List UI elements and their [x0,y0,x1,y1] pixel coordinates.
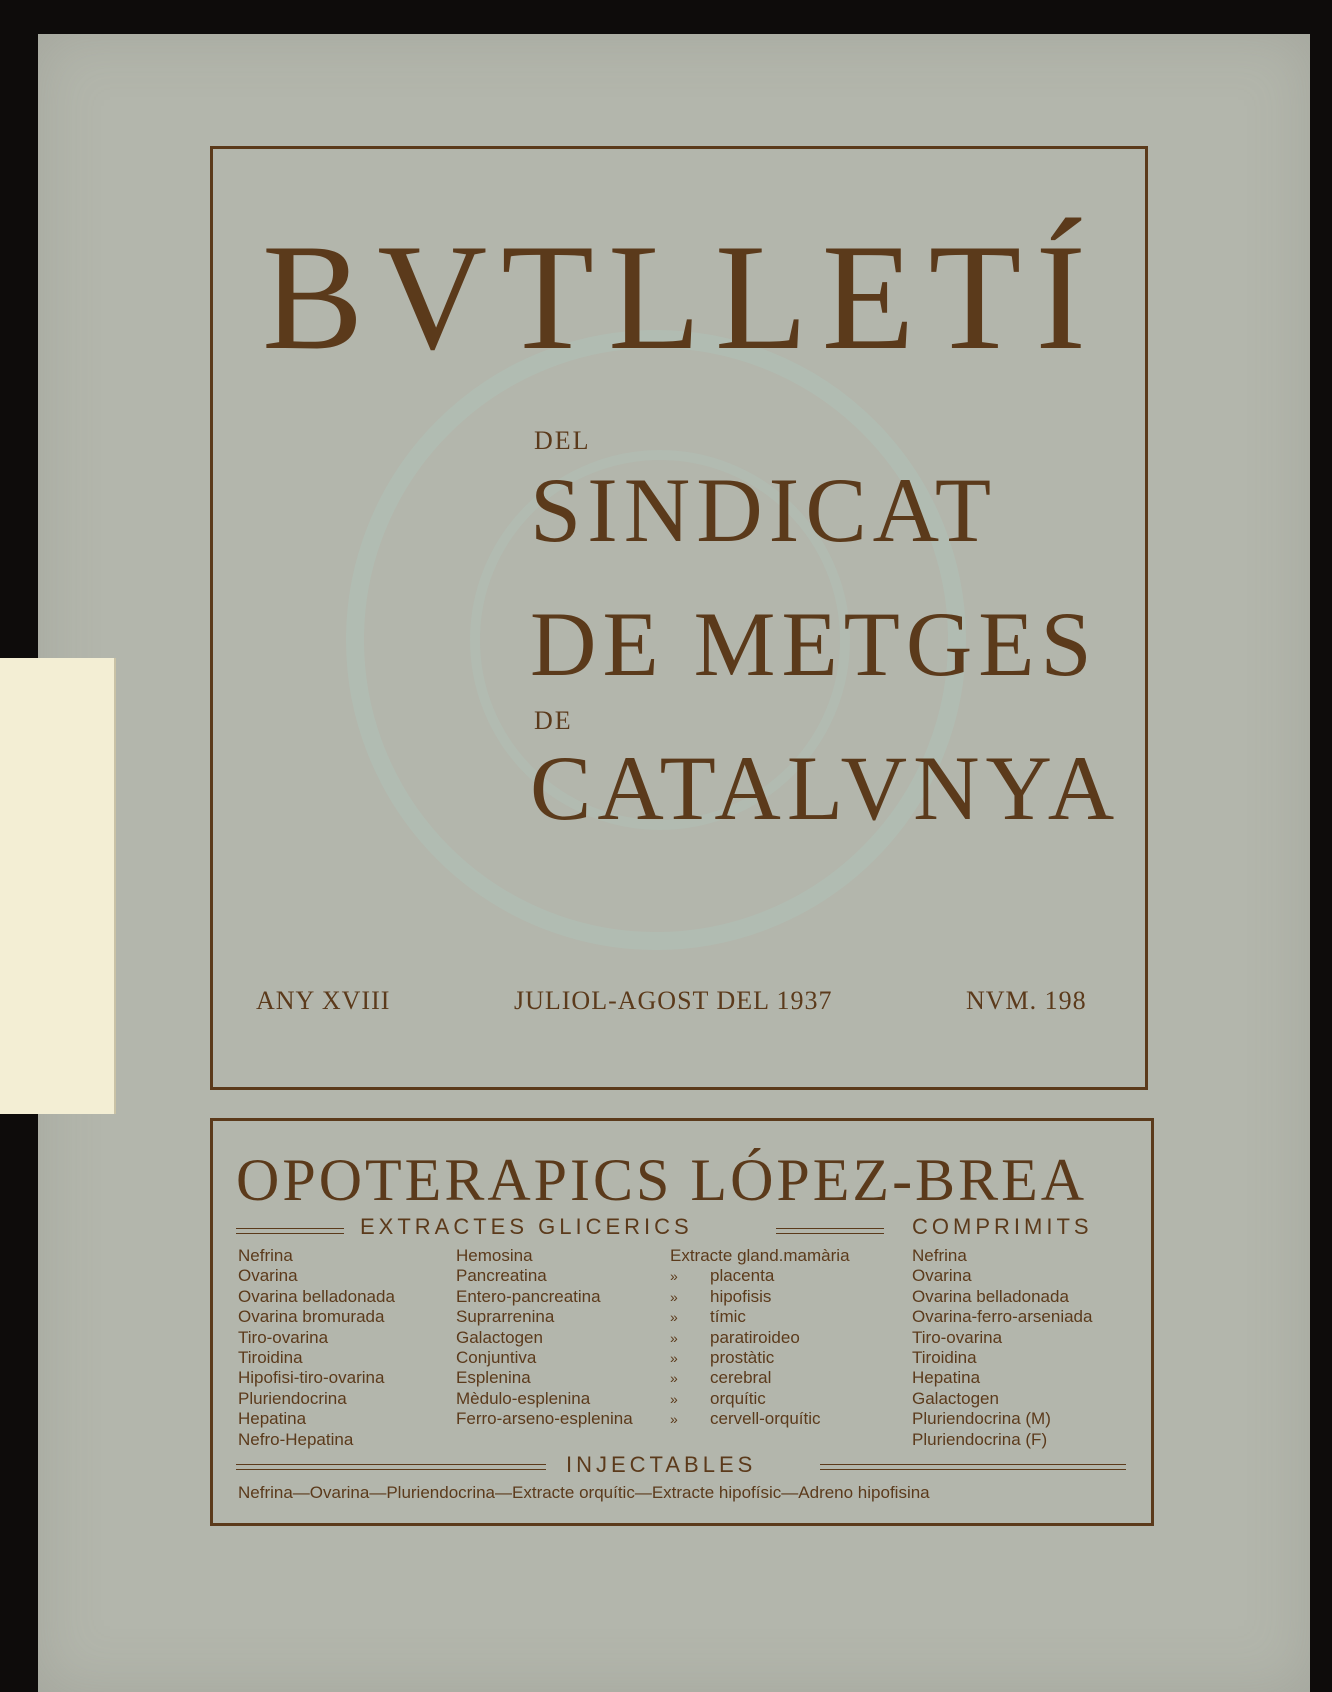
heading-extracts: EXTRACTES GLICERICS [360,1214,693,1239]
rule-injectables-right [820,1464,1126,1470]
list-item: Tiroidina [238,1348,303,1368]
advert-title: OPOTERAPICS LÓPEZ-BREA [236,1147,1088,1213]
masthead-line-metges: DE METGES [530,593,1098,695]
list-item: Galactogen [456,1327,543,1347]
ditto-mark: » [670,1288,678,1305]
list-item: Ferro-arseno-esplenina [456,1409,633,1429]
list-item: Ovarina belladonada [912,1286,1069,1306]
list-item: Pluriendocrina (F) [912,1429,1048,1449]
list-item: Tiro-ovarina [238,1327,329,1347]
list-item: Tiro-ovarina [912,1327,1003,1347]
list-item: Nefrina [238,1246,293,1265]
list-item: » paratiroideo [670,1327,800,1347]
list-item: Mèdulo-esplenina [456,1388,591,1408]
list-item: Entero-pancreatina [456,1286,601,1306]
ditto-mark: » [670,1268,678,1285]
heading-injectables: INJECTABLES [566,1452,757,1477]
issue-number: NVM. 198 [966,986,1087,1015]
list-item: » tímic [670,1307,746,1327]
rule-injectables-left [236,1464,546,1470]
heading-tablets: COMPRIMITS [912,1214,1093,1239]
list-item: Nefrina [912,1246,967,1265]
list-item: Tiroidina [912,1348,977,1368]
list-item: Hepatina [238,1409,307,1429]
list-item: Hemosina [456,1246,533,1265]
list-item: » prostàtic [670,1348,775,1368]
list-item: » placenta [670,1266,775,1286]
list-item: Ovarina [912,1266,972,1286]
issue-date: JULIOL-AGOST DEL 1937 [514,986,833,1015]
list-item: » orquític [670,1388,766,1408]
masthead-line-sindicat: SINDICAT [530,459,998,561]
list-item: » cerebral [670,1368,772,1388]
injectables-list: Nefrina—Ovarina—Pluriendocrina—Extracte orquític—Extracte hipofísic—Adreno hipofisina [238,1483,930,1502]
ditto-mark: » [670,1390,678,1407]
list-item: Ovarina-ferro-arseniada [912,1307,1093,1327]
list-item: Galactogen [912,1388,999,1408]
ditto-mark: » [670,1309,678,1326]
rule-left [236,1228,344,1234]
extracts-column-2 [456,1246,633,1430]
paper-tab [0,658,116,1114]
list-item: Esplenina [456,1368,531,1388]
list-item: Suprarrenina [456,1307,555,1327]
list-item: Nefro-Hepatina [238,1429,354,1449]
rule-right [776,1228,884,1234]
list-item: Pancreatina [456,1266,547,1286]
list-item: Ovarina bromurada [238,1307,385,1327]
extracts-column-3 [670,1246,850,1430]
list-item: Pluriendocrina [238,1388,347,1408]
list-item: Hepatina [912,1368,981,1388]
tablets-column [912,1246,1092,1450]
list-item: Pluriendocrina (M) [912,1409,1051,1429]
masthead-de: DE [534,706,573,735]
list-item: Extracte gland.mamària [670,1246,850,1265]
ditto-mark: » [670,1350,678,1367]
ditto-mark: » [670,1329,678,1346]
list-item: Ovarina belladonada [238,1286,395,1306]
list-item: » cervell-orquític [670,1409,821,1429]
masthead-line-catalunya: CATALVNYA [530,737,1121,839]
list-item: Ovarina [238,1266,298,1286]
extracts-column-1 [238,1246,395,1450]
list-item: » hipofisis [670,1286,772,1306]
ditto-mark: » [670,1370,678,1387]
issue-year: ANY XVIII [256,986,391,1015]
masthead-title: BVTLLETÍ [262,213,1101,381]
list-item: Conjuntiva [456,1348,537,1368]
list-item: Hipofisi-tiro-ovarina [238,1368,385,1388]
masthead-del: DEL [534,426,591,455]
ditto-mark: » [670,1411,678,1428]
